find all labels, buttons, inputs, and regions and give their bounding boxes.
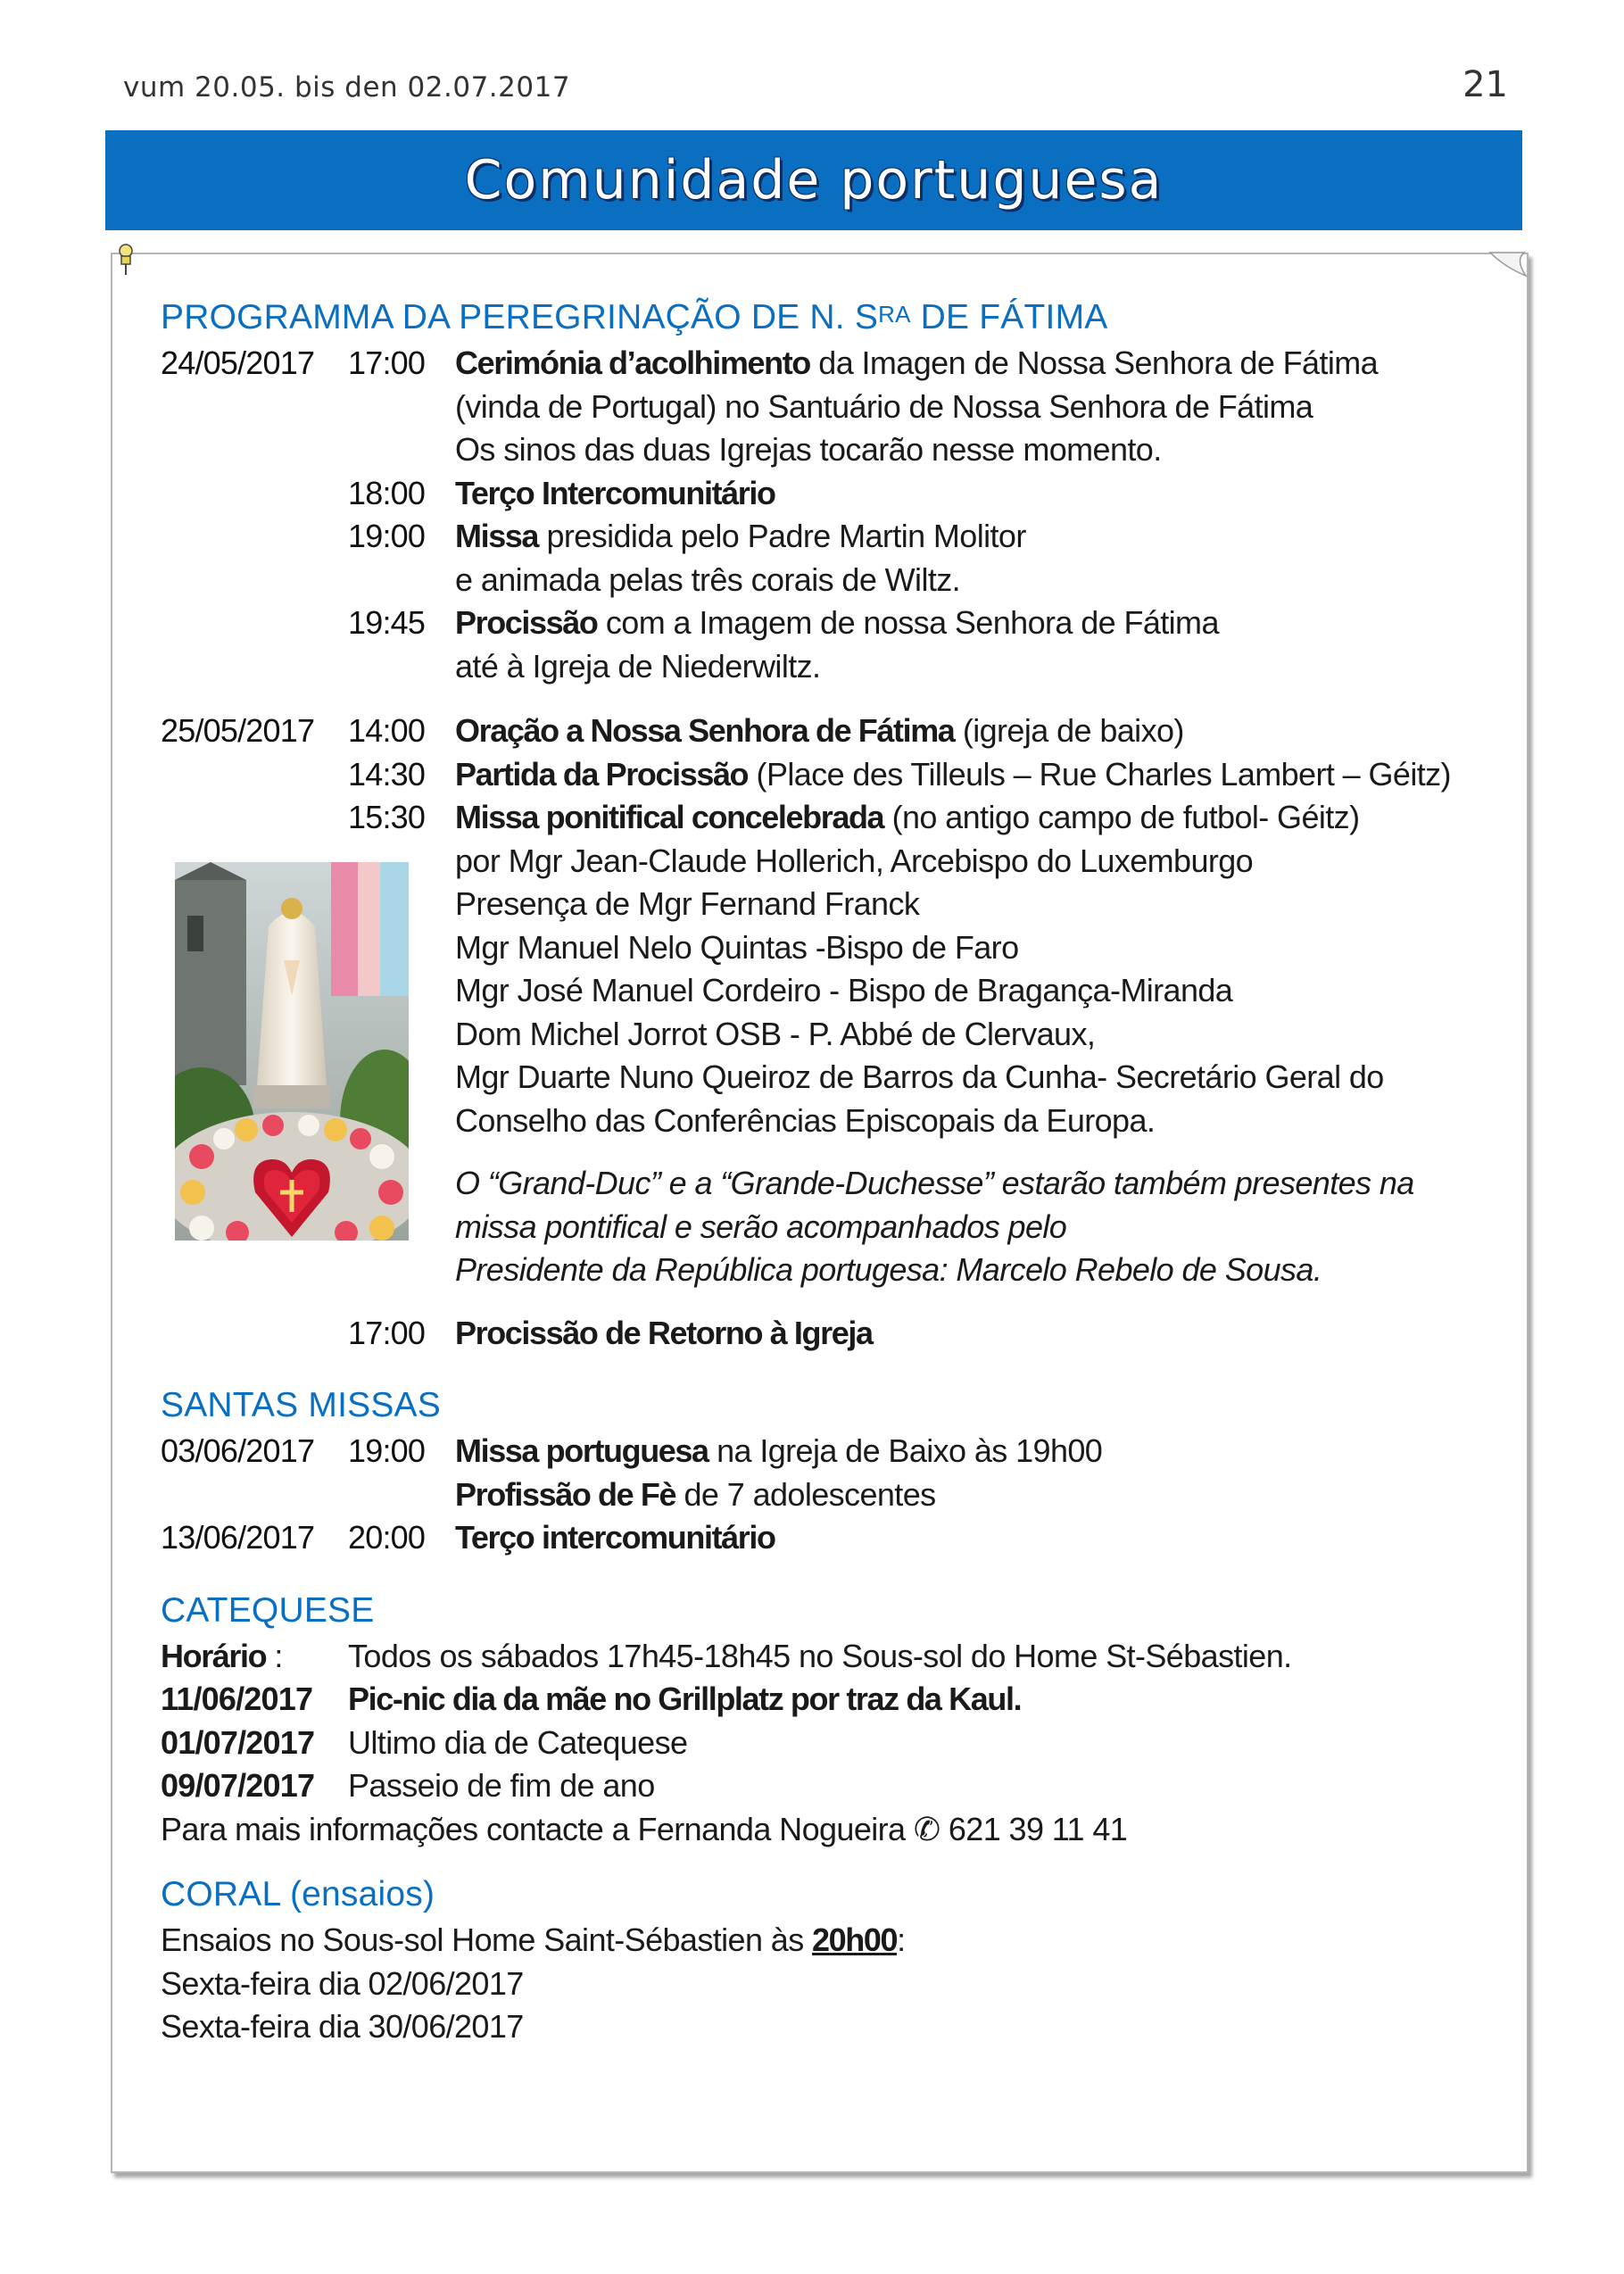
schedule-row (161, 1473, 1499, 1517)
event-text: Ultimo dia de Catequese (348, 1723, 688, 1761)
horario-text: Todos os sábados 17h45-18h45 no Sous-sol do Home St-Sébastien. (348, 1637, 1292, 1674)
schedule-row (161, 1516, 1499, 1560)
date-cell: 09/07/2017 (161, 1767, 315, 1804)
date-cell: 25/05/2017 (161, 712, 315, 749)
catequese-row (161, 1635, 1499, 1679)
catequese-row (161, 1764, 1499, 1808)
time-cell: 19:00 (348, 518, 426, 554)
time-cell: 17:00 (348, 344, 426, 381)
date-cell: 11/06/2017 (161, 1681, 313, 1717)
event-text: (vinda de Portugal) no Santuário de Nossa Senhora de Fátima (455, 387, 1313, 425)
schedule-row (161, 428, 1499, 472)
time-cell: 15:30 (348, 799, 426, 835)
event-text: Os sinos das duas Igrejas tocarão nesse momento. (455, 431, 1162, 468)
event-text: Missa ponitifical concelebrada (no antigo campo de futbol- Géitz) (455, 799, 1360, 835)
catequese-row (161, 1722, 1499, 1765)
coral-title: CORAL (ensaios) (161, 1875, 435, 1913)
phone-icon: ✆ (913, 1810, 940, 1847)
celebrant-line: Conselho das Conferências Episcopais da Europa. (455, 1101, 1156, 1139)
event-text: Terço intercomunitário (455, 1519, 775, 1556)
event-text: Passeio de fim de ano (348, 1767, 655, 1804)
coral-row (161, 1919, 1499, 1963)
contact-text: Para mais informações contacte a Fernanda Nogueira ✆ 621 39 11 41 (161, 1810, 1128, 1847)
programa-title-superscript: RA (878, 301, 911, 328)
schedule-row (161, 342, 1499, 386)
coral-row (161, 1963, 1499, 2006)
celebrant-line: Mgr José Manuel Cordeiro - Bispo de Bragança-Miranda (455, 972, 1233, 1008)
event-text: Pic-nic dia da mãe no Grillplatz por traz da Kaul. (348, 1681, 1022, 1717)
event-text: Procissão com a Imagem de nossa Senhora de Fátima (455, 604, 1219, 641)
event-text: Terço Intercomunitário (455, 474, 775, 511)
italic-note-line: missa pontifical e serão acompanhados pelo (455, 1208, 1067, 1245)
event-text: Cerimónia d’acolhimento da Imagen de Nossa Senhora de Fátima (455, 344, 1379, 381)
date-cell: 01/07/2017 (161, 1723, 315, 1761)
celebrant-line: Presença de Mgr Fernand Franck (455, 885, 920, 922)
page-number: 21 (1462, 64, 1508, 105)
time-cell: 14:00 (348, 712, 426, 749)
coral-date: Sexta-feira dia 30/06/2017 (161, 2008, 524, 2045)
section-banner (105, 130, 1522, 230)
event-text: Missa portuguesa na Igreja de Baixo às 19h00 (455, 1432, 1103, 1469)
time-cell: 19:45 (348, 604, 426, 641)
schedule-row (161, 753, 1499, 797)
event-text: Partida da Procissão (Place des Tilleuls – Rue Charles Lambert – Géitz) (455, 755, 1451, 793)
schedule-row (161, 515, 1499, 559)
date-cell: 03/06/2017 (161, 1432, 315, 1469)
celebrant-line: Dom Michel Jorrot OSB - P. Abbé de Clervaux, (455, 1015, 1096, 1052)
time-cell: 20:00 (348, 1519, 426, 1556)
phone-number: 621 39 11 41 (940, 1810, 1128, 1847)
italic-note-line: Presidente da República portugesa: Marcelo Rebelo de Sousa. (455, 1251, 1322, 1288)
contact-row (161, 1808, 1499, 1852)
event-text: Procissão de Retorno à Igreja (455, 1314, 873, 1351)
italic-note-line: O “Grand-Duc” e a “Grande-Duchesse” estarão também presentes na (455, 1165, 1414, 1201)
event-text: Profissão de Fè de 7 adolescentes (455, 1475, 936, 1513)
schedule-row (161, 710, 1499, 753)
celebrant-line: Mgr Manuel Nelo Quintas -Bispo de Faro (455, 928, 1019, 966)
schedule-row (161, 602, 1499, 645)
schedule-row (161, 472, 1499, 516)
banner-title: Comunidade portuguesa (464, 149, 1164, 212)
time-cell: 17:00 (348, 1314, 426, 1351)
schedule-row (161, 796, 1499, 840)
fatima-statue-photo (175, 862, 409, 1241)
horario-label: Horário : (161, 1637, 283, 1674)
event-text: até à Igreja de Niederwiltz. (455, 647, 821, 685)
programa-title: PROGRAMMA DA PEREGRINAÇÃO DE N. SRA DE FÁTIMA (161, 298, 1108, 336)
coral-text: Ensaios no Sous-sol Home Saint-Sébastien às 20h00: (161, 1921, 906, 1958)
schedule-row (161, 386, 1499, 429)
time-cell: 14:30 (348, 755, 426, 793)
coral-date: Sexta-feira dia 02/06/2017 (161, 1964, 524, 2002)
header-date-range: vum 20.05. bis den 02.07.2017 (123, 71, 571, 104)
schedule-row (161, 1312, 1499, 1356)
santas-missas-title: SANTAS MISSAS (161, 1386, 441, 1424)
catequese-title: CATEQUESE (161, 1590, 375, 1630)
italic-note-row (161, 1249, 1499, 1292)
time-cell: 18:00 (348, 474, 426, 511)
coral-row (161, 2005, 1499, 2049)
celebrant-line: por Mgr Jean-Claude Hollerich, Arcebispo do Luxemburgo (455, 842, 1254, 879)
event-text: Oração a Nossa Senhora de Fátima (igreja de baixo) (455, 712, 1184, 749)
event-text: e animada pelas três corais de Wiltz. (455, 560, 961, 598)
page-curl-icon (1488, 251, 1528, 278)
celebrant-line: Mgr Duarte Nuno Queiroz de Barros da Cunha- Secretário Geral do (455, 1058, 1384, 1095)
schedule-row (161, 645, 1499, 689)
event-text: Missa presidida pelo Padre Martin Molitor (455, 518, 1026, 554)
date-cell: 13/06/2017 (161, 1519, 315, 1556)
schedule-row (161, 559, 1499, 602)
pushpin-icon (116, 243, 136, 277)
date-cell: 24/05/2017 (161, 344, 315, 381)
schedule-row (161, 1430, 1499, 1473)
catequese-row (161, 1678, 1499, 1722)
time-cell: 19:00 (348, 1432, 426, 1469)
